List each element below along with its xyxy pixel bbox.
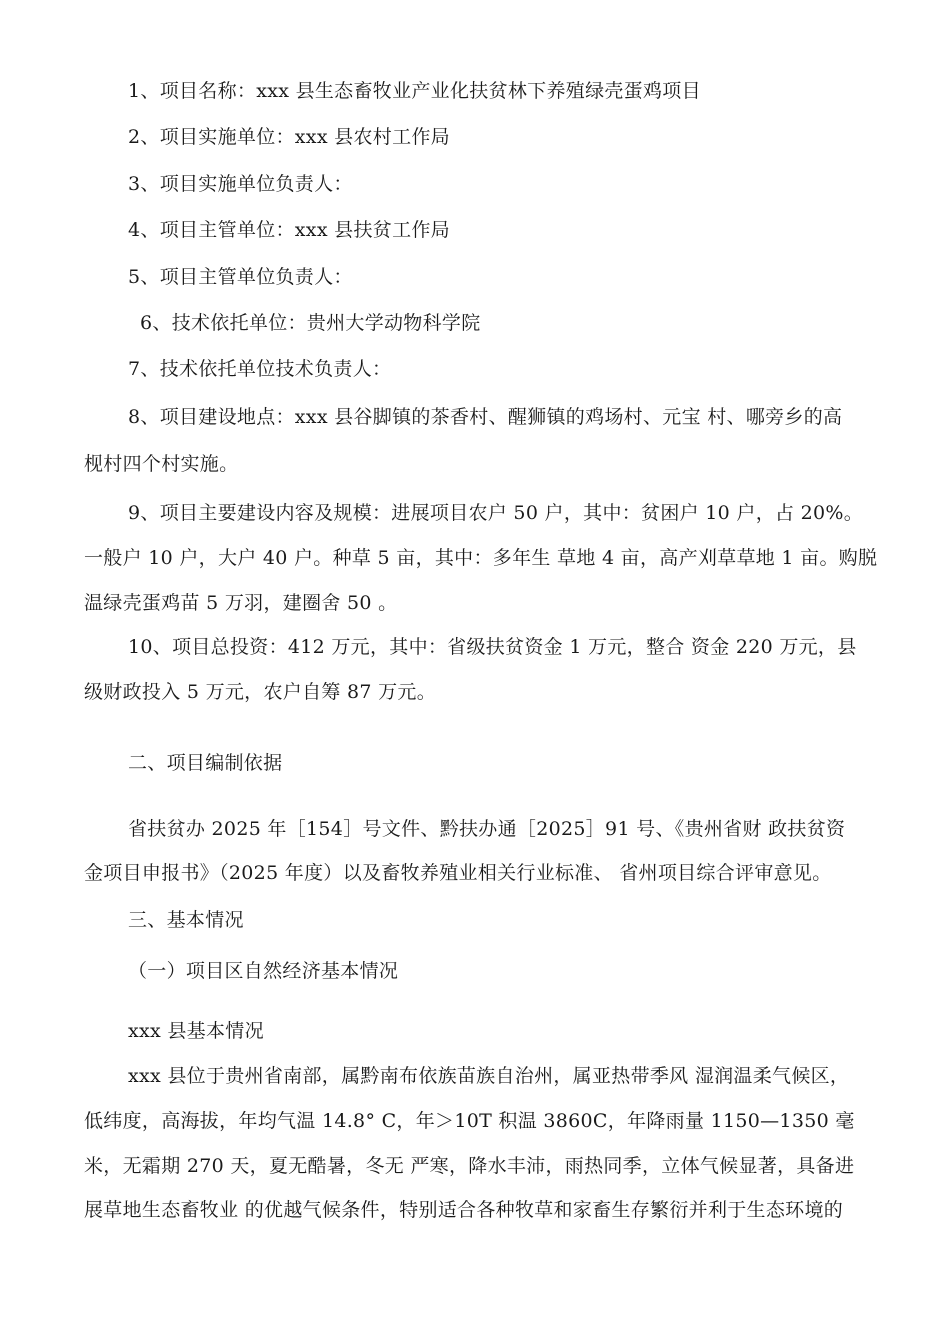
item-10-investment-line2: 级财政投入 5 万元，农户自筹 87 万元。 [84, 681, 437, 703]
section-2-basis-line1: 省扶贫办 2025 年［154］号文件、黔扶办通［2025］91 号、《贵州省财 政扶贫资 [128, 818, 846, 840]
section-2-basis-line2: 金项目申报书》（2025 年度）以及畜牧养殖业相关行业标准、 省州项目综合评审意见。 [84, 862, 832, 884]
item-2-implementing-unit: 2、项目实施单位：xxx 县农村工作局 [128, 126, 450, 148]
item-7-technical-head: 7、技术依托单位技术负责人： [128, 358, 392, 380]
item-3-implementing-head: 3、项目实施单位负责人： [128, 173, 353, 195]
county-para-line3: 米，无霜期 270 天，夏无酷暑，冬无 严寒，降水丰沛，雨热同季，立体气候显著，具备进 [84, 1155, 855, 1177]
item-8-location-line1: 8、项目建设地点：xxx 县谷脚镇的茶香村、醒狮镇的鸡场村、元宝 村、哪旁乡的高 [128, 406, 843, 428]
item-8-location-line2: 枧村四个村实施。 [84, 453, 239, 475]
item-10-investment-line1: 10、项目总投资：412 万元，其中：省级扶贫资金 1 万元，整合 资金 220 万元，县 [128, 636, 857, 658]
section-3-heading: 三、基本情况 [128, 909, 244, 931]
item-9-scale-line3: 温绿壳蛋鸡苗 5 万羽，建圈舍 50 。 [84, 592, 398, 614]
item-9-scale-line2: 一般户 10 户，大户 40 户。种草 5 亩，其中：多年生 草地 4 亩，高产刈草草地 1 亩。购脱 [84, 547, 878, 569]
county-para-line1: xxx 县位于贵州省南部，属黔南布依族苗族自治州，属亚热带季风 湿润温柔气候区， [128, 1065, 850, 1087]
item-4-supervising-unit: 4、项目主管单位：xxx 县扶贫工作局 [128, 219, 450, 241]
item-6-technical-unit: 6、技术依托单位：贵州大学动物科学院 [140, 312, 481, 334]
item-5-supervising-head: 5、项目主管单位负责人： [128, 266, 353, 288]
item-1-project-name: 1、项目名称：xxx 县生态畜牧业产业化扶贫林下养殖绿壳蛋鸡项目 [128, 80, 701, 102]
county-para-line4: 展草地生态畜牧业 的优越气候条件，特别适合各种牧草和家畜生存繁衍并利于生态环境的 [84, 1199, 844, 1221]
section-2-heading: 二、项目编制依据 [128, 752, 283, 774]
county-para-line2: 低纬度，高海拔，年均气温 14.8° C，年＞10T 积温 3860C，年降雨量 1150—1350 毫 [84, 1110, 855, 1132]
item-9-scale-line1: 9、项目主要建设内容及规模：进展项目农户 50 户，其中：贫困户 10 户，占 20%。 [128, 502, 864, 524]
county-heading: xxx 县基本情况 [128, 1020, 264, 1042]
section-3-subheading: （一）项目区自然经济基本情况 [128, 960, 399, 982]
